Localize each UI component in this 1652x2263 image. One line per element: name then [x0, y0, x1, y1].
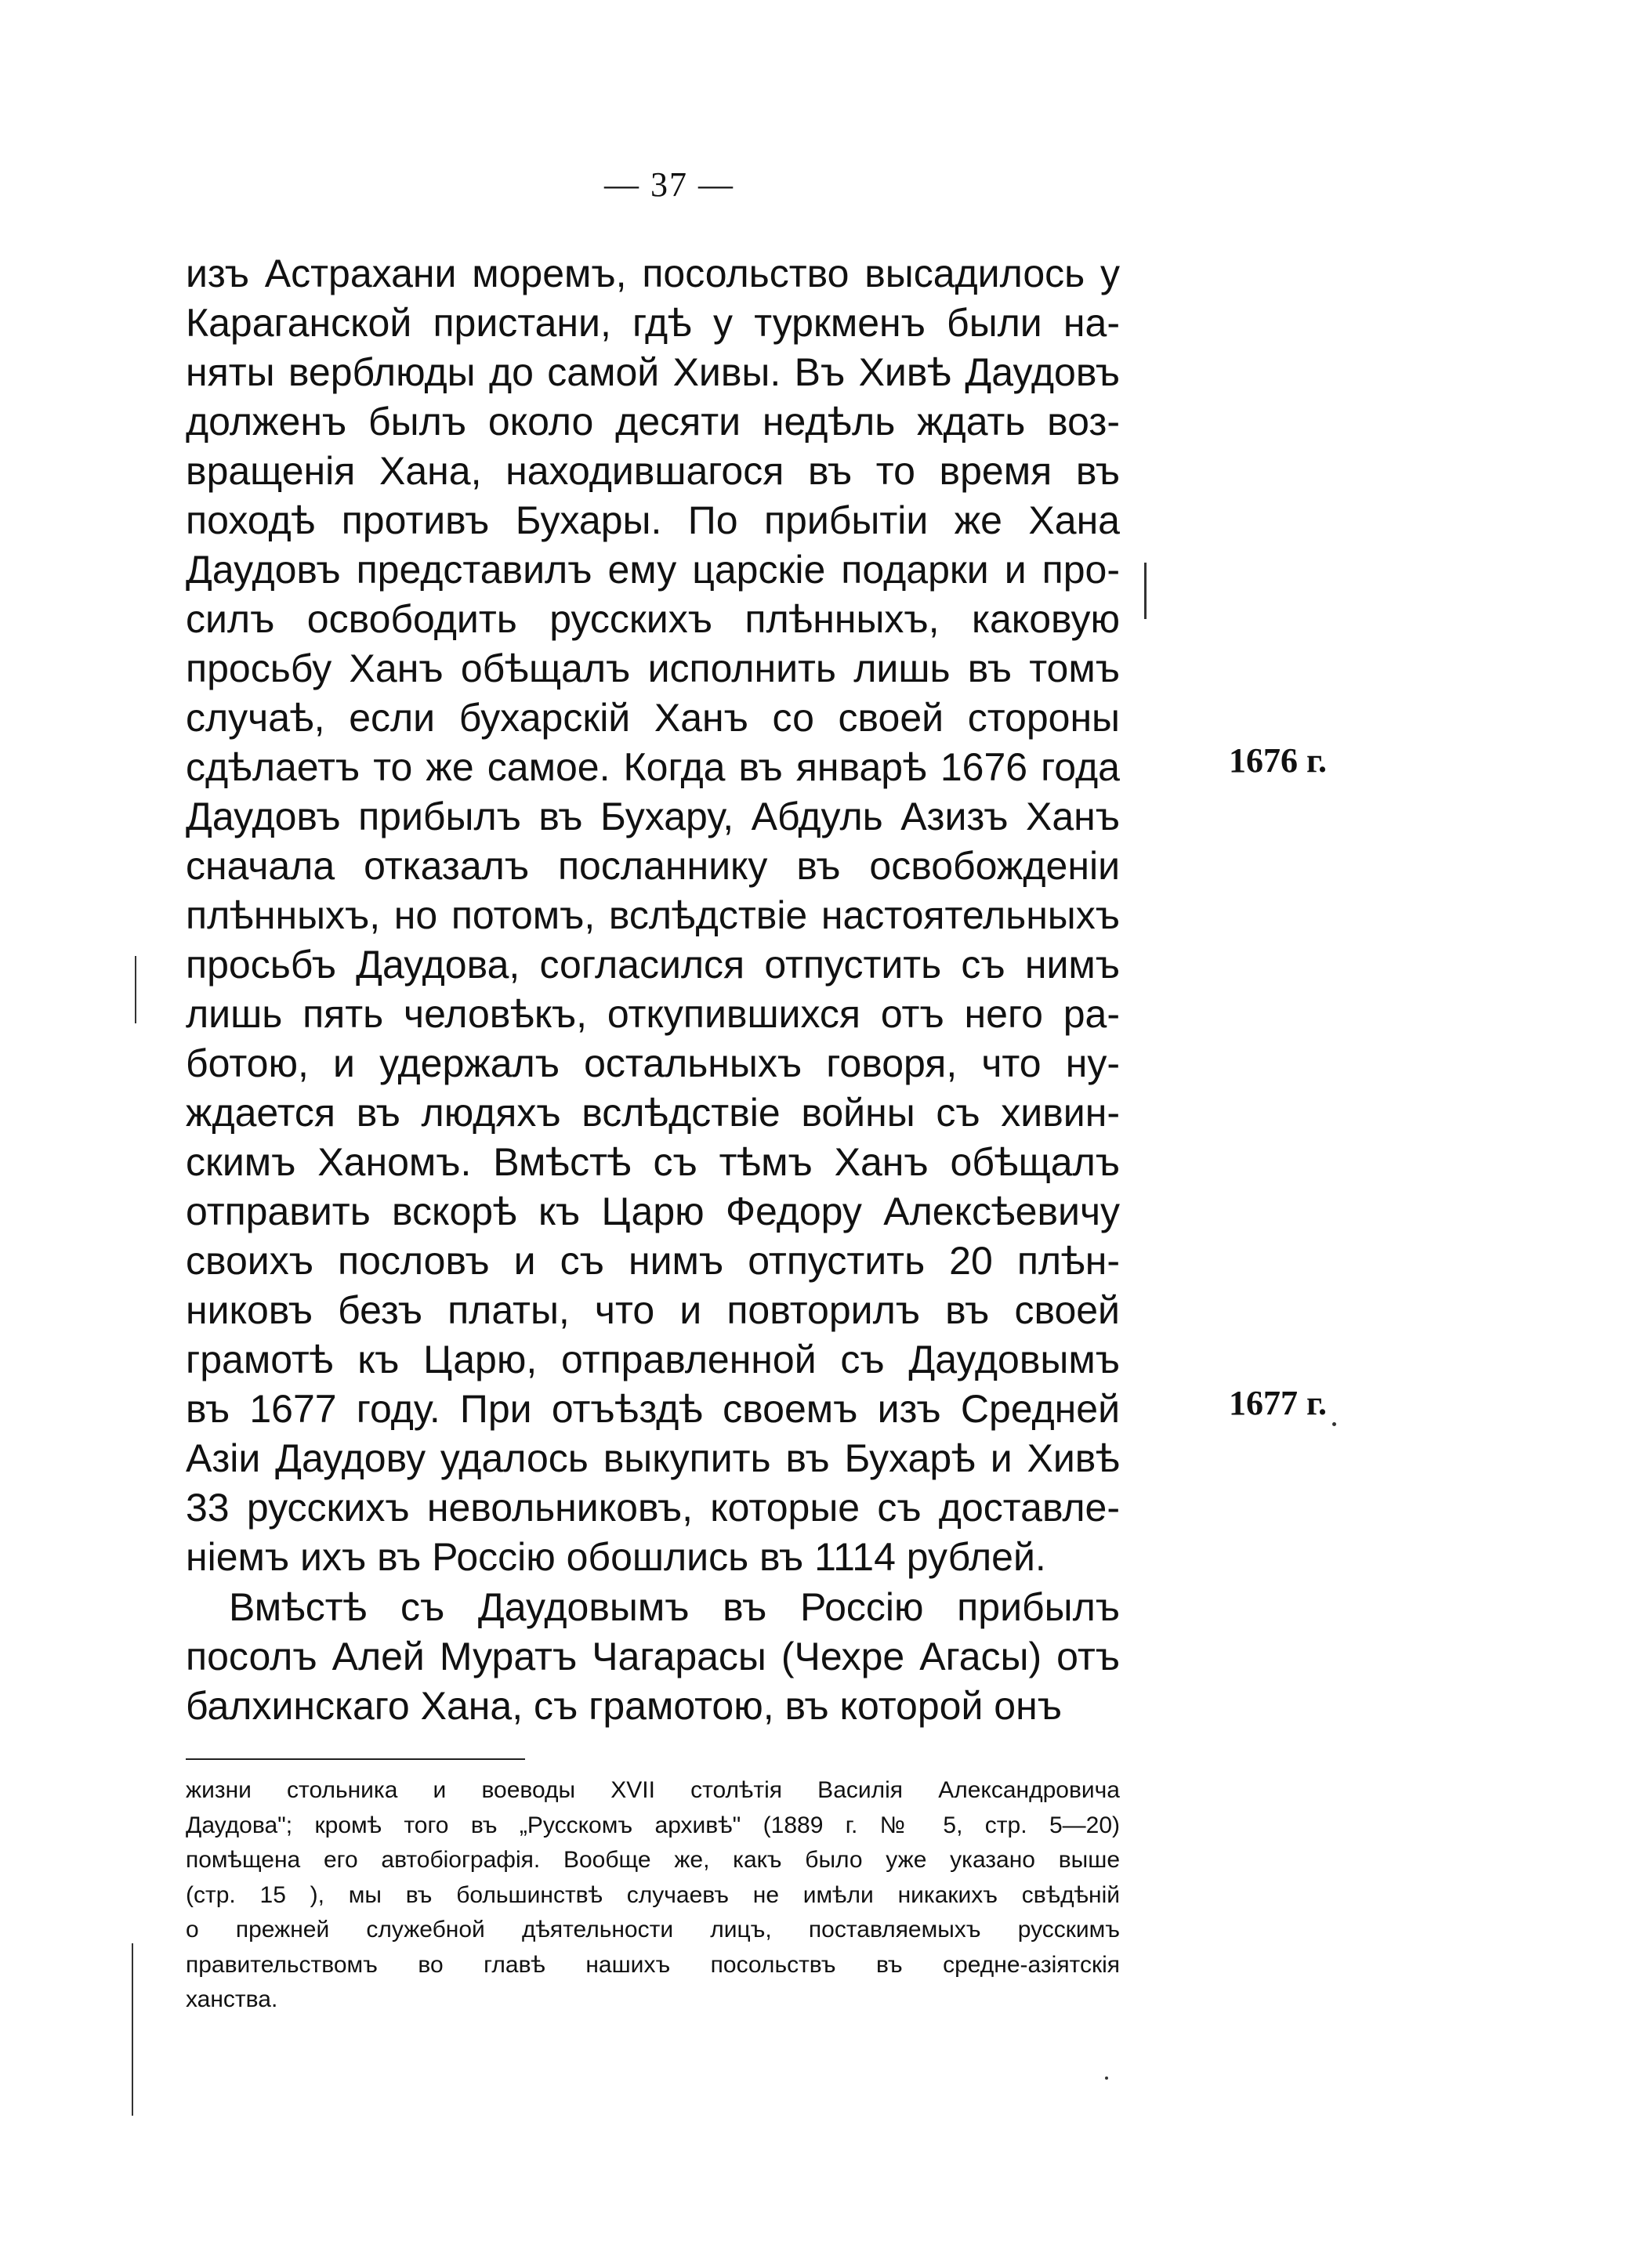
text-line: балхинскаго Хана, съ грамотою, въ которой онъ: [186, 1684, 1062, 1728]
text-line: въ 1677 году. При отъѣздѣ своемъ изъ Средней: [186, 1387, 1120, 1431]
scan-mark: [1332, 1422, 1336, 1426]
text-line: Азіи Даудову удалось выкупить въ Бухарѣ и Хивѣ: [186, 1436, 1120, 1480]
second-paragraph: [186, 1583, 1120, 1731]
footnote-line: Даудова"; кромѣ того въ „Русскомъ архивѣ" (1889 г. № 5, стр. 5—20): [186, 1812, 1120, 1838]
margin-note-1676: 1676 г.: [1229, 741, 1328, 780]
text-line: походѣ противъ Бухары. По прибытіи же Хана: [186, 498, 1120, 542]
text-line: скимъ Ханомъ. Вмѣстѣ съ тѣмъ Ханъ обѣщалъ: [186, 1140, 1120, 1184]
text-line: плѣнныхъ, но потомъ, вслѣдствіе настоятельныхъ: [186, 893, 1120, 937]
footnote-line: помѣщена его автобіографія. Вообще же, какъ было уже указано выше: [186, 1847, 1120, 1873]
footnote-line: (стр. 15 ), мы въ большинствѣ случаевъ не имѣли никакихъ свѣдѣній: [186, 1881, 1120, 1908]
text-line: случаѣ, если бухарскій Ханъ со своей стороны: [186, 696, 1120, 740]
text-line: отправить вскорѣ къ Царю Федору Алексѣевичу: [186, 1189, 1120, 1233]
scan-mark: [1144, 563, 1147, 619]
text-line: просьбъ Даудова, согласился отпустить съ нимъ: [186, 943, 1120, 987]
footnote-line: правительствомъ во главѣ нашихъ посольствъ въ средне-азіятскія: [186, 1951, 1120, 1978]
text-line: долженъ былъ около десяти недѣль ждать воз-: [186, 400, 1120, 444]
footnote-divider: [186, 1758, 525, 1760]
text-line: лишь пять человѣкъ, откупившихся отъ него ра-: [186, 992, 1120, 1036]
text-line: просьбу Ханъ обѣщалъ исполнить лишь въ томъ: [186, 646, 1120, 690]
scan-mark: [132, 1943, 133, 2116]
text-line: посолъ Алей Муратъ Чагарасы (Чехре Агасы) отъ: [186, 1635, 1120, 1678]
footnote-line: о прежней служебной дѣятельности лицъ, поставляемыхъ русскимъ: [186, 1917, 1120, 1943]
text-line: сначала отказалъ посланнику въ освобожденіи: [186, 844, 1120, 888]
text-line: изъ Астрахани моремъ, посольство высадилось у: [186, 252, 1120, 295]
text-line: няты верблюды до самой Хивы. Въ Хивѣ Даудовъ: [186, 350, 1120, 394]
text-line: своихъ пословъ и съ нимъ отпустить 20 плѣн-: [186, 1239, 1120, 1283]
text-line: Караганской пристани, гдѣ у туркменъ были на-: [186, 301, 1120, 345]
text-line: ждается въ людяхъ вслѣдствіе войны съ хивин-: [186, 1091, 1120, 1135]
text-line: сдѣлаетъ то же самое. Когда въ январѣ 1676 года: [186, 745, 1120, 789]
footnote-block: [186, 1773, 1120, 2018]
text-line: никовъ безъ платы, что и повторилъ въ своей: [186, 1288, 1120, 1332]
text-line: 33 русскихъ невольниковъ, которые съ доставле-: [186, 1486, 1120, 1530]
text-line: Вмѣстѣ съ Даудовымъ въ Россію прибылъ: [229, 1585, 1120, 1629]
text-line: Даудовъ прибылъ въ Бухару, Абдуль Азизъ Ханъ: [186, 795, 1120, 838]
footnote-line: ханства.: [186, 1986, 278, 2012]
main-text-block: [186, 249, 1120, 1582]
margin-note-1677: 1677 г.: [1229, 1384, 1328, 1422]
scan-mark: [1105, 2077, 1108, 2080]
footnote-line: жизни стольника и воеводы XVII столѣтія Василія Александровича: [186, 1777, 1120, 1803]
scan-mark: [135, 956, 136, 1023]
text-line: ботою, и удержалъ остальныхъ говоря, что ну-: [186, 1041, 1120, 1085]
text-line: ніемъ ихъ въ Россію обошлись въ 1114 рублей.: [186, 1535, 1046, 1579]
text-line: Даудовъ представилъ ему царскіе подарки и про-: [186, 548, 1120, 592]
text-line: грамотѣ къ Царю, отправленной съ Даудовымъ: [186, 1338, 1120, 1381]
page-number: — 37 —: [604, 165, 734, 204]
text-line: вращенія Хана, находившагося въ то время въ: [186, 449, 1120, 493]
text-line: силъ освободить русскихъ плѣнныхъ, каковую: [186, 597, 1120, 641]
